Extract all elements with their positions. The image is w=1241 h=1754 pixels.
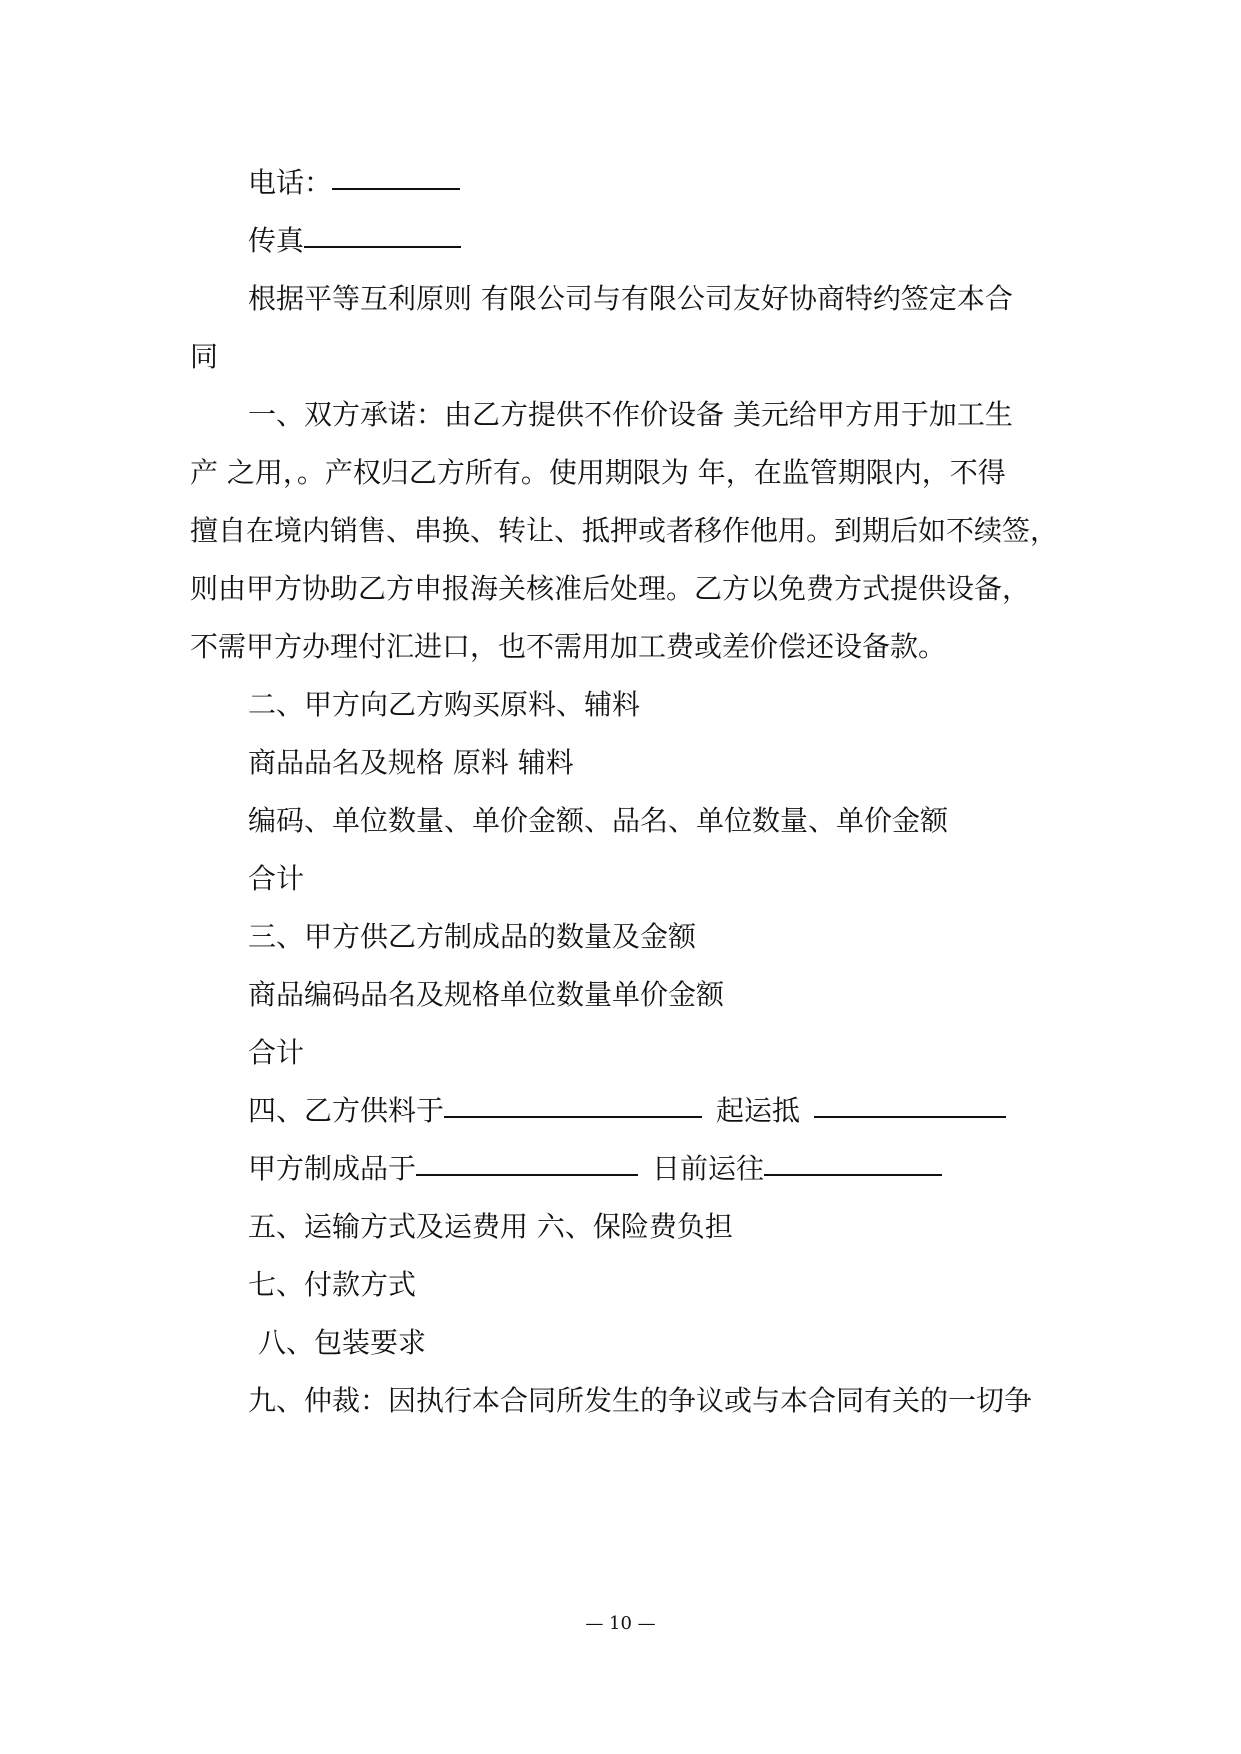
section7: 七、付款方式 (248, 1268, 417, 1301)
phone-label: 电话： (248, 166, 333, 199)
section4-line-1 (248, 1081, 1128, 1141)
section2-header: 商品品名及规格 原料 辅料 (248, 746, 574, 779)
phone-blank (332, 158, 460, 190)
ship-place-blank (764, 1144, 942, 1176)
section1-line-4: 则由甲方协助乙方申报海关核准后处理。乙方以免费方式提供设备， (190, 572, 1031, 605)
section3-columns: 商品编码品名及规格单位数量单价金额 (248, 978, 725, 1011)
fax-blank (304, 216, 461, 248)
fax-label: 传真 (248, 224, 305, 257)
fax-line (248, 211, 1128, 271)
ship-label: 日前运往 (652, 1152, 765, 1185)
arrival-label: 起运抵 (716, 1094, 801, 1127)
supply-date-blank (444, 1086, 702, 1118)
page-number: — 10 — (585, 1613, 656, 1634)
intro-line-1: 根据平等互利原则 有限公司与有限公司友好协商特约签定本合 (248, 282, 1013, 315)
section1-line-2: 产 之用，。产权归乙方所有。使用期限为 年，在监管期限内，不得 (190, 456, 1006, 489)
section2-title: 二、甲方向乙方购买原料、辅料 (248, 688, 641, 721)
section1-line-1: 一、双方承诺：由乙方提供不作价设备 美元给甲方用于加工生 (248, 398, 1013, 431)
section3-title: 三、甲方供乙方制成品的数量及金额 (248, 920, 697, 953)
section8: 八、包装要求 (258, 1326, 427, 1359)
section2-total: 合计 (248, 862, 305, 895)
section9-line-1: 九、仲裁：因执行本合同所发生的争议或与本合同有关的一切争 (248, 1384, 1033, 1417)
intro-line-2: 同 (190, 340, 219, 373)
section3-total: 合计 (248, 1036, 305, 1069)
product-label: 甲方制成品于 (248, 1152, 417, 1185)
section4-line-2 (248, 1139, 1128, 1199)
product-date-blank (416, 1144, 638, 1176)
section2-columns: 编码、单位数量、单价金额、品名、单位数量、单价金额 (248, 804, 949, 837)
phone-line (248, 153, 1128, 213)
section5-6: 五、运输方式及运费用 六、保险费负担 (248, 1210, 733, 1243)
arrival-place-blank (814, 1086, 1006, 1118)
section1-line-5: 不需甲方办理付汇进口，也不需用加工费或差价偿还设备款。 (190, 630, 947, 663)
supply-label: 四、乙方供料于 (248, 1094, 445, 1127)
section1-line-3: 擅自在境内销售、串换、转让、抵押或者移作他用。到期后如不续签， (190, 514, 1059, 547)
